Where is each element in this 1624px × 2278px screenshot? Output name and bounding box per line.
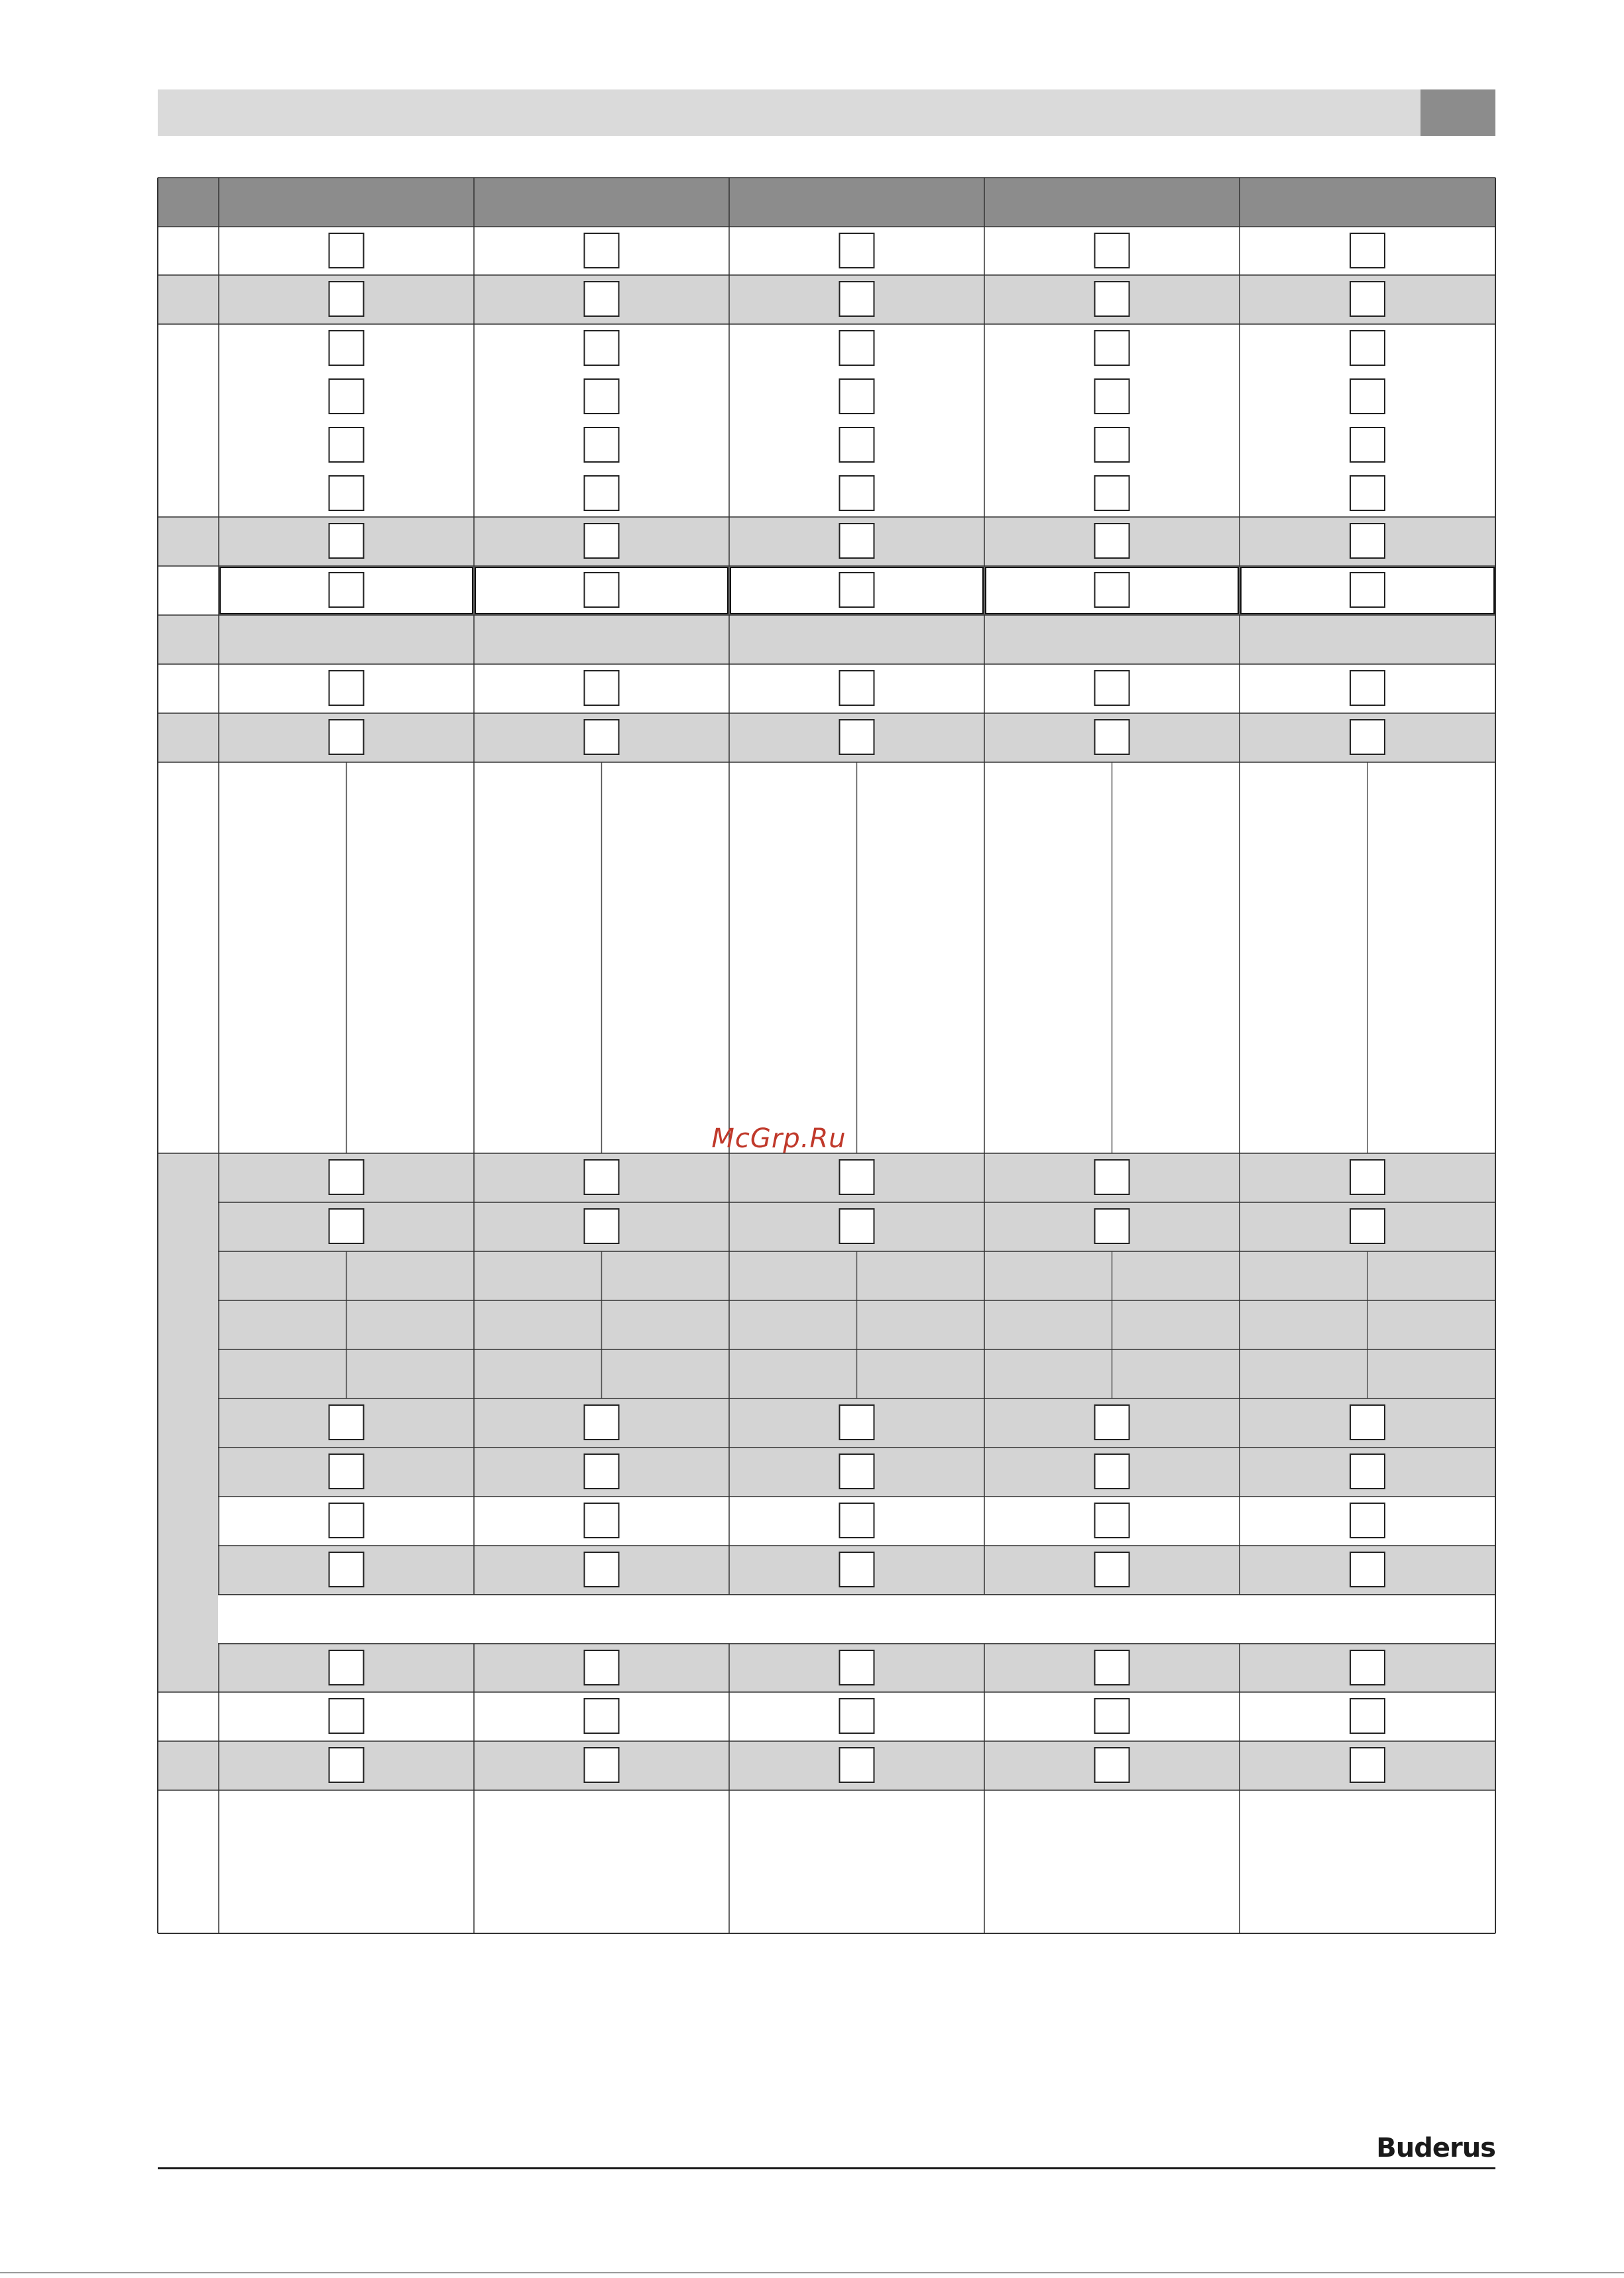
option-checkbox[interactable] xyxy=(585,671,619,705)
option-checkbox[interactable] xyxy=(840,1552,874,1587)
option-checkbox[interactable] xyxy=(585,1209,619,1243)
option-checkbox[interactable] xyxy=(585,720,619,754)
option-checkbox[interactable] xyxy=(329,331,364,365)
option-checkbox[interactable] xyxy=(329,1552,364,1587)
option-checkbox[interactable] xyxy=(585,573,619,607)
option-checkbox[interactable] xyxy=(329,671,364,705)
group-label-cell xyxy=(158,1154,218,1666)
option-checkbox[interactable] xyxy=(840,573,874,607)
option-checkbox[interactable] xyxy=(1095,427,1130,462)
option-checkbox[interactable] xyxy=(1350,1748,1385,1782)
option-checkbox[interactable] xyxy=(585,1405,619,1440)
option-checkbox[interactable] xyxy=(1095,524,1130,558)
option-checkbox[interactable] xyxy=(1350,1160,1385,1194)
table-cell xyxy=(474,1790,729,1933)
option-checkbox[interactable] xyxy=(1095,1209,1130,1243)
option-checkbox[interactable] xyxy=(840,524,874,558)
row-label-cell xyxy=(158,1692,219,1741)
option-checkbox[interactable] xyxy=(1350,282,1385,316)
option-checkbox[interactable] xyxy=(1350,1699,1385,1733)
option-checkbox[interactable] xyxy=(1095,1405,1130,1440)
option-checkbox[interactable] xyxy=(585,476,619,510)
option-checkbox[interactable] xyxy=(1095,233,1130,268)
option-checkbox[interactable] xyxy=(840,331,874,365)
option-checkbox[interactable] xyxy=(329,233,364,268)
option-checkbox[interactable] xyxy=(840,671,874,705)
watermark: McGrp.Ru xyxy=(711,1123,846,1154)
option-checkbox[interactable] xyxy=(840,1748,874,1782)
option-checkbox[interactable] xyxy=(329,427,364,462)
option-checkbox[interactable] xyxy=(585,331,619,365)
option-checkbox[interactable] xyxy=(840,1699,874,1733)
option-checkbox[interactable] xyxy=(1095,476,1130,510)
option-checkbox[interactable] xyxy=(1350,1405,1385,1440)
option-checkbox[interactable] xyxy=(585,1650,619,1685)
option-checkbox[interactable] xyxy=(1350,1650,1385,1685)
row-label-cell xyxy=(158,713,219,762)
option-checkbox[interactable] xyxy=(840,476,874,510)
option-checkbox[interactable] xyxy=(1095,1748,1130,1782)
option-checkbox[interactable] xyxy=(1095,573,1130,607)
option-checkbox[interactable] xyxy=(329,1748,364,1782)
option-checkbox[interactable] xyxy=(329,1699,364,1733)
row-label-cell xyxy=(158,664,219,713)
option-checkbox[interactable] xyxy=(1095,1650,1130,1685)
table-cell xyxy=(1240,615,1495,664)
option-checkbox[interactable] xyxy=(1095,1503,1130,1538)
option-checkbox[interactable] xyxy=(585,379,619,414)
option-checkbox[interactable] xyxy=(1350,1552,1385,1587)
option-checkbox[interactable] xyxy=(1350,524,1385,558)
option-checkbox[interactable] xyxy=(585,1699,619,1733)
table-cell xyxy=(729,1790,984,1933)
option-checkbox[interactable] xyxy=(1095,379,1130,414)
option-checkbox[interactable] xyxy=(329,524,364,558)
option-checkbox[interactable] xyxy=(840,1209,874,1243)
option-checkbox[interactable] xyxy=(1095,282,1130,316)
option-checkbox[interactable] xyxy=(840,1160,874,1194)
page-edge xyxy=(0,2272,1624,2273)
row-label-cell xyxy=(158,227,219,275)
option-checkbox[interactable] xyxy=(329,573,364,607)
option-checkbox[interactable] xyxy=(585,1552,619,1587)
table-cell xyxy=(474,615,729,664)
option-checkbox[interactable] xyxy=(1350,233,1385,268)
table-cell xyxy=(1240,1790,1495,1933)
option-checkbox[interactable] xyxy=(585,1748,619,1782)
option-checkbox[interactable] xyxy=(329,476,364,510)
option-checkbox[interactable] xyxy=(585,427,619,462)
option-checkbox[interactable] xyxy=(1350,427,1385,462)
option-checkbox[interactable] xyxy=(1350,720,1385,754)
table-cell xyxy=(219,615,474,664)
full-width-row xyxy=(158,1595,1495,1644)
option-checkbox[interactable] xyxy=(1350,1209,1385,1243)
option-checkbox[interactable] xyxy=(585,1454,619,1489)
option-checkbox[interactable] xyxy=(1350,1454,1385,1489)
table-cell xyxy=(984,1790,1240,1933)
option-checkbox[interactable] xyxy=(840,720,874,754)
footer-divider xyxy=(158,2167,1495,2169)
table-cell xyxy=(984,615,1240,664)
table-cell xyxy=(729,615,984,664)
option-checkbox[interactable] xyxy=(329,1454,364,1489)
option-checkbox[interactable] xyxy=(1350,476,1385,510)
row-label-cell xyxy=(158,1790,219,1933)
option-checkbox[interactable] xyxy=(1350,573,1385,607)
option-checkbox[interactable] xyxy=(585,1503,619,1538)
option-checkbox[interactable] xyxy=(1095,331,1130,365)
option-checkbox[interactable] xyxy=(1350,1503,1385,1538)
option-checkbox[interactable] xyxy=(329,1160,364,1194)
row-label-cell xyxy=(158,615,219,664)
option-checkbox[interactable] xyxy=(840,427,874,462)
option-checkbox[interactable] xyxy=(840,1454,874,1489)
option-checkbox[interactable] xyxy=(585,524,619,558)
option-checkbox[interactable] xyxy=(1095,1552,1130,1587)
option-checkbox[interactable] xyxy=(585,282,619,316)
option-checkbox[interactable] xyxy=(840,282,874,316)
option-checkbox[interactable] xyxy=(329,720,364,754)
option-checkbox[interactable] xyxy=(840,1650,874,1685)
option-checkbox[interactable] xyxy=(585,233,619,268)
option-checkbox[interactable] xyxy=(329,1650,364,1685)
option-checkbox[interactable] xyxy=(840,1503,874,1538)
option-checkbox[interactable] xyxy=(1095,1160,1130,1194)
table-header xyxy=(158,178,1495,227)
option-checkbox[interactable] xyxy=(1095,671,1130,705)
option-checkbox[interactable] xyxy=(840,379,874,414)
row-label-cell xyxy=(158,324,219,517)
option-checkbox[interactable] xyxy=(329,1405,364,1440)
option-checkbox[interactable] xyxy=(329,1209,364,1243)
option-checkbox[interactable] xyxy=(1095,1454,1130,1489)
option-checkbox[interactable] xyxy=(1095,1699,1130,1733)
row-label-cell xyxy=(158,762,219,1153)
row-label-cell xyxy=(158,1741,219,1790)
option-checkbox[interactable] xyxy=(1350,379,1385,414)
row-label-cell xyxy=(158,517,219,566)
option-checkbox[interactable] xyxy=(1095,720,1130,754)
option-checkbox[interactable] xyxy=(840,1405,874,1440)
option-checkbox[interactable] xyxy=(840,233,874,268)
brand-logo: Buderus xyxy=(1376,2133,1495,2163)
option-checkbox[interactable] xyxy=(1350,331,1385,365)
option-checkbox[interactable] xyxy=(585,1160,619,1194)
option-checkbox[interactable] xyxy=(1350,671,1385,705)
row-label-cell xyxy=(158,275,219,324)
option-checkbox[interactable] xyxy=(329,1503,364,1538)
option-checkbox[interactable] xyxy=(329,379,364,414)
table-cell xyxy=(219,1790,474,1933)
row-label-cell xyxy=(158,566,219,615)
option-checkbox[interactable] xyxy=(329,282,364,316)
